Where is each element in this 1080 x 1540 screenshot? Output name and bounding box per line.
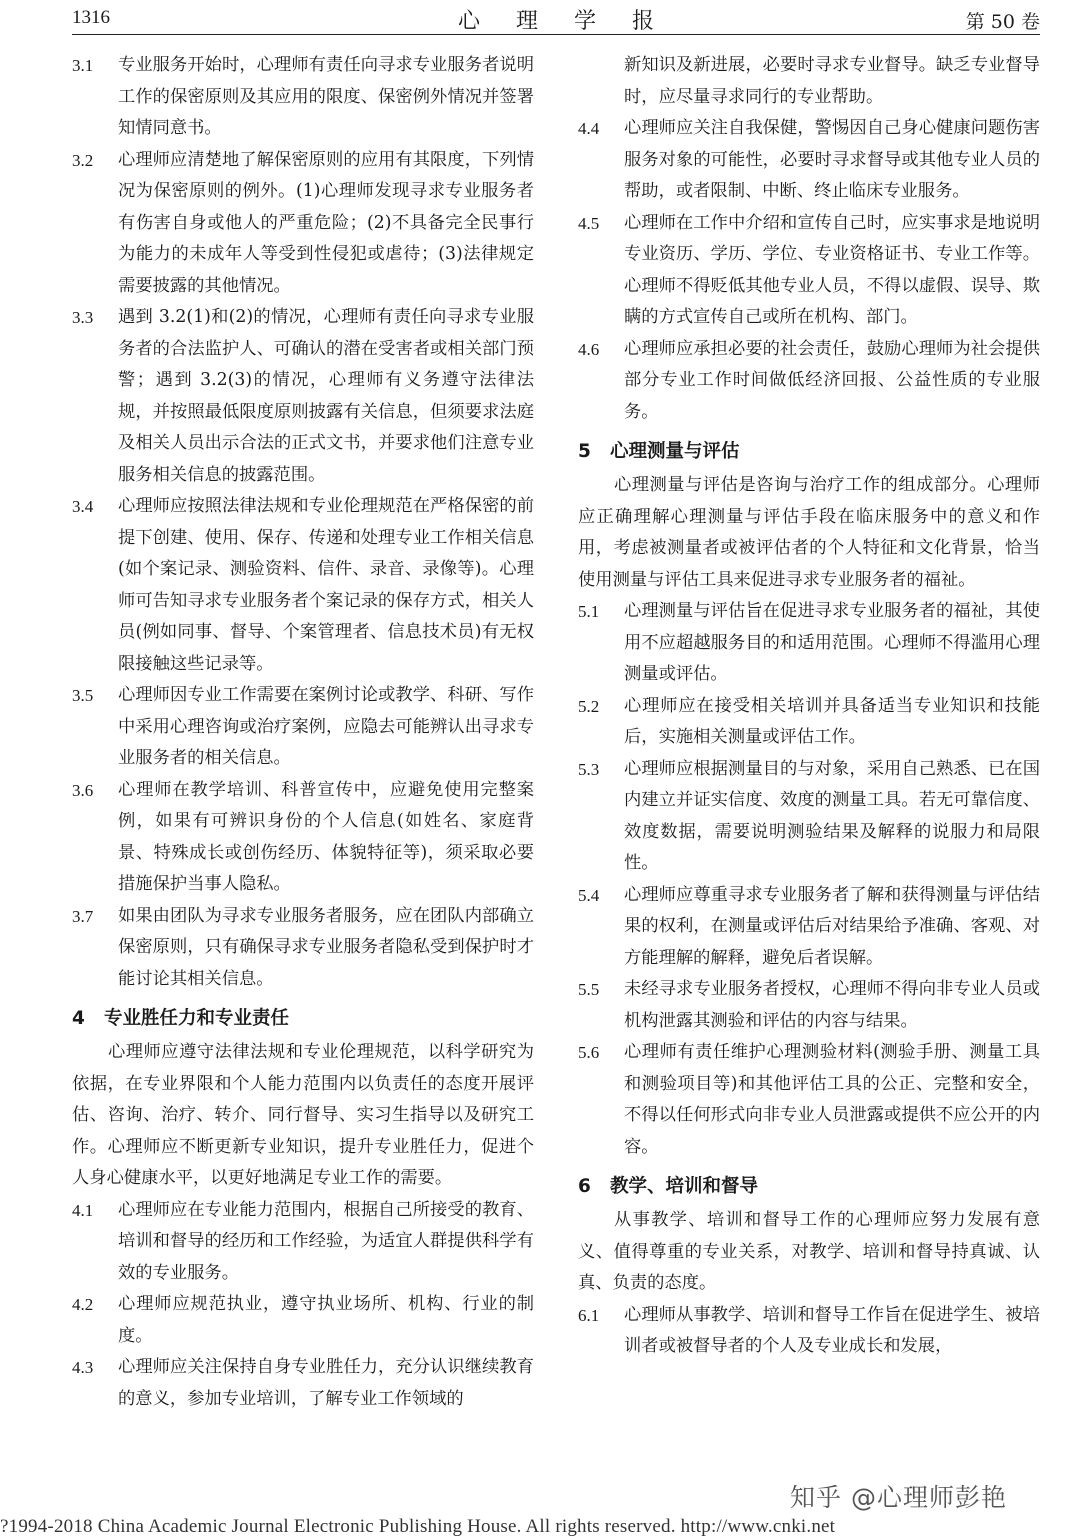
running-header: [72, 4, 1040, 35]
clause-number: 6.1: [578, 1305, 600, 1325]
clause-number: 4.3: [72, 1358, 94, 1377]
clause: [578, 208, 1040, 334]
clause-text: 心理师在教学培训、科普宣传中，应避免使用完整案例，如果有可辨识身份的个人信息(如姓名、家庭背景、特殊成长或创伤经历、体貌特征等)，须采取必要措施保护当事人隐私。: [118, 779, 534, 894]
clause: [72, 1352, 534, 1415]
clause-text: 心理师有责任维护心理测验材料(测验手册、测量工具和测验项目等)和其他评估工具的公正、完整和安全，不得以任何形式向非专业人员泄露或提供不应公开的内容。: [624, 1042, 1040, 1157]
clause-text: 心理师从事教学、培训和督导工作旨在促进学生、被培训者或被督导者的个人及专业成长和发展，: [624, 1304, 1040, 1356]
clause: [578, 1300, 1040, 1363]
left-column: [72, 50, 534, 1415]
clause-number: 4.2: [72, 1295, 94, 1314]
section-heading: [72, 1003, 534, 1035]
clause-number: 4.1: [72, 1200, 94, 1220]
clause-text: 心理师应尊重寻求专业服务者了解和获得测量与评估结果的权利，在测量或评估后对结果给予准确、客观、对方能理解的解释，避免后者误解。: [624, 884, 1040, 968]
page-number: 1316: [72, 7, 110, 28]
section-intro: 心理测量与评估是咨询与治疗工作的组成部分。心理师应正确理解心理测量与评估手段在临床服务中的意义和作用，考虑被测量者或被评估者的个人特征和文化背景，恰当使用测量与评估工具来促进寻求专业服务者的福祉。: [578, 475, 1040, 590]
clause-text: 心理师应承担必要的社会责任，鼓励心理师为社会提供部分专业工作时间做低经济回报、公益性质的专业服务。: [624, 338, 1040, 422]
zhihu-watermark: 知乎 @心理师彭艳: [790, 1483, 1007, 1512]
clause: [578, 974, 1040, 1037]
section-title: 专业胜任力和专业责任: [104, 1008, 290, 1029]
clause-number: 3.3: [72, 308, 94, 327]
clause-number: 3.1: [72, 56, 94, 75]
clause: [72, 50, 534, 145]
section-intro: 心理师应遵守法律法规和专业伦理规范，以科学研究为依据，在专业界限和个人能力范围内以负责任的态度开展评估、咨询、治疗、转介、同行督导、实习生指导以及研究工作。心理师应不断更新专业知识，提升专业胜任力，促进个人身心健康水平，以更好地满足专业工作的需要。: [72, 1042, 534, 1188]
clause: [578, 596, 1040, 691]
clause-text: 未经寻求专业服务者授权，心理师不得向非专业人员或机构泄露其测验和评估的内容与结果。: [624, 979, 1040, 1031]
clause-number: 5.1: [578, 602, 600, 621]
clause-text: 心理师应关注保持自身专业胜任力，充分认识继续教育的意义，参加专业培训，了解专业工作领域的: [118, 1357, 534, 1409]
clause-text: 心理师应在专业能力范围内，根据自己所接受的教育、培训和督导的经历和工作经验，为适宜人群提供科学有效的专业服务。: [118, 1199, 534, 1283]
clause-text: 心理师因专业工作需要在案例讨论或教学、科研、写作中采用心理咨询或治疗案例，应隐去可能辨认出寻求专业服务者的相关信息。: [118, 685, 534, 768]
clause: [578, 691, 1040, 754]
clause: [578, 1037, 1040, 1163]
clause-text: 如果由团队为寻求专业服务者服务，应在团队内部确立保密原则，只有确保寻求专业服务者隐私受到保护时才能讨论其相关信息。: [118, 905, 534, 989]
clause-text: 心理师应根据测量目的与对象，采用自己熟悉、已在国内建立并证实信度、效度的测量工具。若无可靠信度、效度数据，需要说明测验结果及解释的说服力和局限性。: [624, 758, 1040, 873]
section-number: 6: [578, 1176, 591, 1197]
clause: [72, 145, 534, 303]
clause-text: 新知识及新进展，必要时寻求专业督导。缺乏专业督导时，应尽量寻求同行的专业帮助。: [624, 55, 1040, 107]
clause-number: 3.4: [72, 497, 94, 516]
clause: [72, 775, 534, 901]
section-number: 5: [578, 441, 591, 462]
clause-text: 心理测量与评估旨在促进寻求专业服务者的福祉，其使用不应超越服务目的和适用范围。心理师不得滥用心理测量或评估。: [624, 601, 1040, 684]
clause-number: 4.5: [578, 213, 600, 233]
clause-number: 3.7: [72, 906, 94, 926]
section-number: 4: [72, 1008, 85, 1029]
right-column: [578, 50, 1040, 1363]
section-title: 教学、培训和督导: [610, 1176, 759, 1197]
clause-number: 5.4: [578, 885, 600, 905]
clause-number: 5.3: [578, 759, 600, 779]
clause-continuation: [578, 50, 1040, 113]
clause: [72, 491, 534, 680]
clause: [72, 1289, 534, 1352]
clause: [578, 880, 1040, 975]
copyright-footer: ?1994-2018 China Academic Journal Electronic Publishing House. All rights reserved. http://www.cnki.net: [0, 1516, 836, 1537]
clause: [578, 754, 1040, 880]
clause-number: 5.2: [578, 696, 600, 716]
clause: [72, 901, 534, 996]
clause-text: 心理师应规范执业，遵守执业场所、机构、行业的制度。: [118, 1294, 534, 1346]
clause-number: 3.2: [72, 150, 94, 170]
clause-number: 5.6: [578, 1043, 600, 1062]
journal-title: 心理学报: [457, 9, 690, 34]
clause-text: 遇到 3.2(1)和(2)的情况，心理师有责任向寻求专业服务者的合法监护人、可确认的潜在受害者或相关部门预警；遇到 3.2(3)的情况，心理师有义务遵守法律法规，并按照最低限度原则披露有关信息，但须要求法庭及相关人员出示合法的正式文书，并要求他们注意专业服务相关信息的披露范围。: [118, 307, 534, 485]
section-intro: 从事教学、培训和督导工作的心理师应努力发展有意义、值得尊重的专业关系，对教学、培训和督导持真诚、认真、负责的态度。: [578, 1210, 1040, 1293]
clause-text: 心理师在工作中介绍和宣传自己时，应实事求是地说明专业资历、学历、学位、专业资格证书、专业工作等。心理师不得贬低其他专业人员，不得以虚假、误导、欺瞒的方式宣传自己或所在机构、部门。: [624, 212, 1040, 327]
clause-number: 5.5: [578, 980, 600, 999]
clause: [72, 680, 534, 775]
clause-number: 4.6: [578, 339, 600, 359]
clause-number: 3.5: [72, 686, 94, 705]
clause: [72, 302, 534, 491]
section-title: 心理测量与评估: [610, 441, 740, 462]
clause-text: 心理师应清楚地了解保密原则的应用有其限度，下列情况为保密原则的例外。(1)心理师发现寻求专业服务者有伤害自身或他人的严重危险；(2)不具备完全民事行为能力的未成年人等受到性侵犯或虐待；(3)法律规定需要披露的其他情况。: [118, 149, 534, 296]
clause-text: 心理师应按照法律法规和专业伦理规范在严格保密的前提下创建、使用、保存、传递和处理专业工作相关信息(如个案记录、测验资料、信件、录音、录像等)。心理师可告知寻求专业服务者个案记录的保存方式，相关人员(例如同事、督导、个案管理者、信息技术员)有无权限接触这些记录等。: [118, 496, 534, 674]
clause-text: 专业服务开始时，心理师有责任向寻求专业服务者说明工作的保密原则及其应用的限度、保密例外情况并签署知情同意书。: [118, 55, 534, 138]
clause: [578, 334, 1040, 429]
clause: [578, 113, 1040, 208]
section-heading: [578, 1171, 1040, 1203]
clause-text: 心理师应在接受相关培训并具备适当专业知识和技能后，实施相关测量或评估工作。: [624, 695, 1040, 747]
clause-text: 心理师应关注自我保健，警惕因自己身心健康问题伤害服务对象的可能性，必要时寻求督导或其他专业人员的帮助，或者限制、中断、终止临床专业服务。: [624, 118, 1040, 201]
clause-number: 3.6: [72, 780, 94, 800]
clause-number: 4.4: [578, 119, 600, 138]
volume-label: 第 50 卷: [965, 11, 1040, 33]
section-heading: [578, 436, 1040, 468]
clause: [72, 1195, 534, 1290]
